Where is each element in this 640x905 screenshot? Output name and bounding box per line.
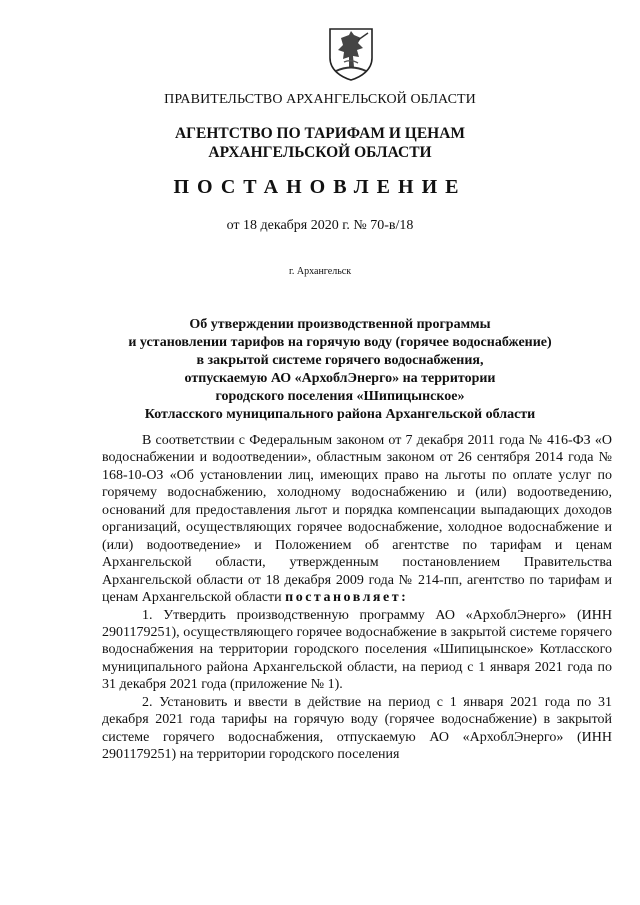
title-line: в закрытой системе горячего водоснабжения, — [196, 353, 484, 369]
agency-name — [0, 124, 640, 162]
city: г. Архангельск — [288, 266, 352, 277]
agency-name-line1: АГЕНТСТВО ПО ТАРИФАМ И ЦЕНАМ — [174, 125, 466, 142]
document-type: ПОСТАНОВЛЕНИЕ — [173, 176, 467, 198]
date-and-number: от 18 декабря 2020 г. № 70-в/18 — [226, 218, 414, 233]
agency-name-line2: АРХАНГЕЛЬСКОЙ ОБЛАСТИ — [208, 144, 432, 161]
title-line: Котласского муниципального района Архангельской области — [144, 407, 536, 423]
title-line: отпускаемую АО «АрхоблЭнерго» на территории — [184, 371, 496, 387]
arkhangelsk-coat-of-arms-icon — [327, 26, 375, 82]
title-line: Об утверждении производственной программы — [189, 317, 491, 332]
title-line: и установлении тарифов на горячую воду (горячее водоснабжение) — [128, 335, 552, 351]
document-body — [102, 432, 612, 764]
clause-1: 1. Утвердить производственную программу АО «АрхоблЭнерго» (ИНН 2901179251), осуществляющего горячее водоснабжение в закрытой системе горячего водоснабжения на территории городского поселения «Шипицынское» Котласского муниципального района Архангельской области, на период с 1 января 2021 года по 31 декабря 2021 года (приложение № 1). — [102, 607, 612, 693]
preamble-text: В соответствии с Федеральным законом от 7 декабря 2011 года № 416-ФЗ «О водоснабжении и водоотведении», областным законом от 26 сентября 2014 года № 168-10-ОЗ «Об установлении лиц, имеющих право на льготы по оплате услуг по горячему водоснабжению, холодному водоснабжению и (или) водоотведению, оснований для предоставления льгот и порядка компенсации выпадающих доходов организаций, осуществляющих горячее водоснабжение, холодное водоснабжение и (или) водоотведение» и Положением об агентстве по тарифам и ценам Архангельской области, утвержденным постановлением Правительства Архангельской области от 18 декабря 2009 года № 214-пп, агентство по тарифам и ценам Архангельской области — [102, 433, 612, 606]
clause-2: 2. Установить и ввести в действие на период с 1 января 2021 года по 31 декабря 2021 года тарифы на горячую воду (горячее водоснабжение) в закрытой системе горячего водоснабжения, отпускаемую АО «АрхоблЭнерго» (ИНН 2901179251) на территории городского поселения — [102, 694, 612, 763]
preamble-paragraph — [102, 432, 612, 607]
decree-word: постановляет: — [285, 590, 409, 606]
government-name: ПРАВИТЕЛЬСТВО АРХАНГЕЛЬСКОЙ ОБЛАСТИ — [164, 92, 476, 107]
title-line: городского поселения «Шипицынское» — [215, 389, 465, 405]
document-title — [80, 316, 600, 425]
